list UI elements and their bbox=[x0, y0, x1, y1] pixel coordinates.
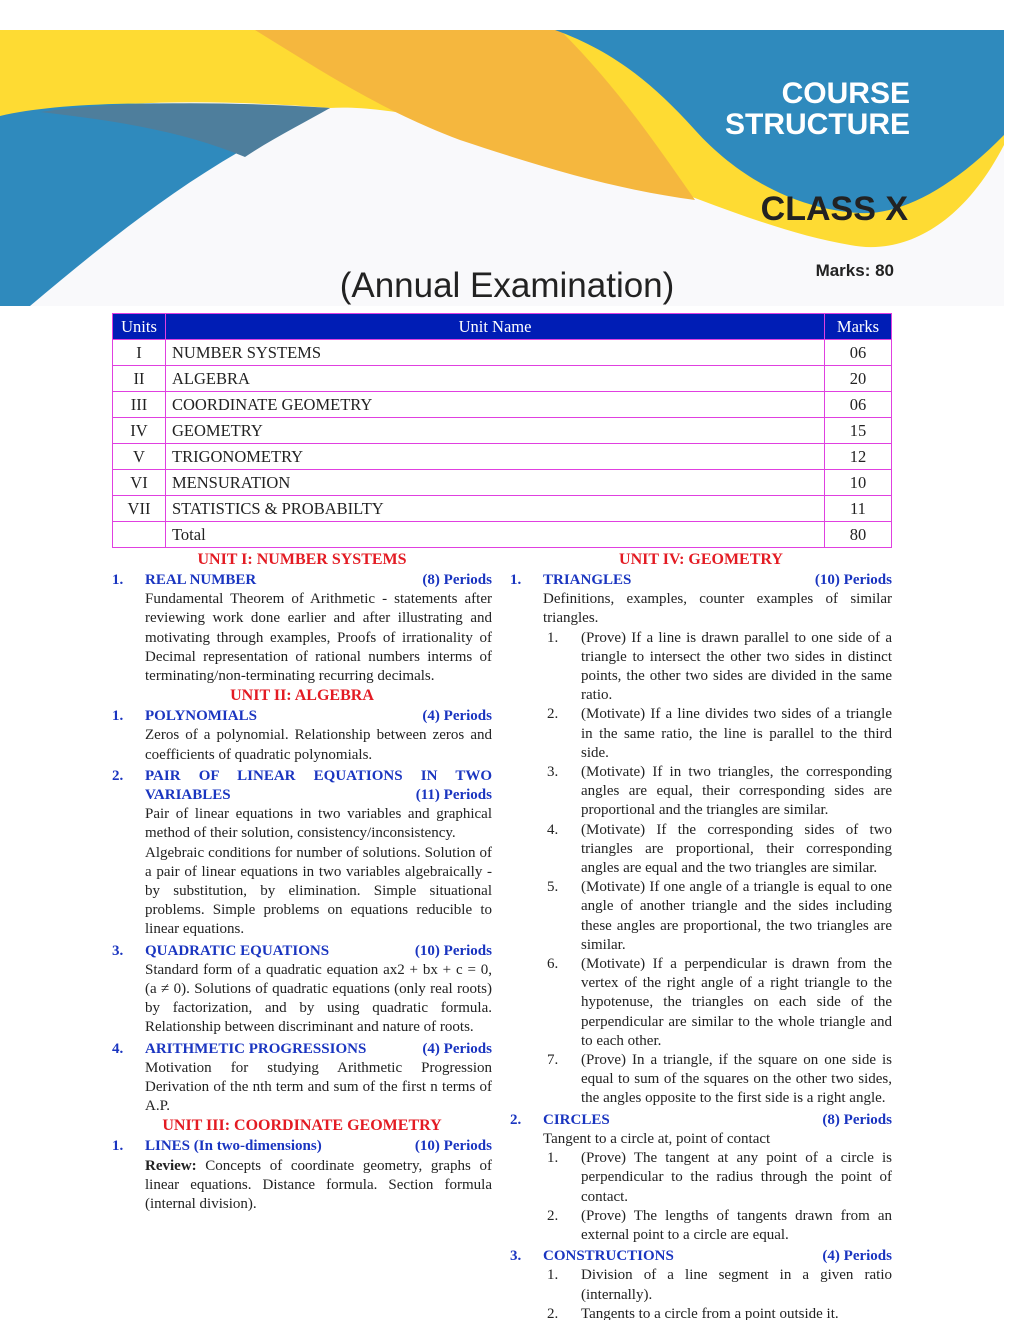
total-marks: Marks: 80 bbox=[815, 261, 894, 280]
sub-item-text: (Prove) If a line is drawn parallel to one side of a triangle to intersect the other two sides in distinct points, the other two sides are divided in the same ratio. bbox=[581, 629, 892, 704]
sub-item-number: 2. bbox=[547, 1207, 559, 1224]
sub-item bbox=[543, 878, 892, 955]
topic-periods: (10) Periods bbox=[814, 572, 892, 588]
unit-name: MENSURATION bbox=[166, 470, 825, 496]
topic-heading bbox=[112, 1040, 492, 1059]
unit-number: II bbox=[113, 366, 166, 392]
topic-title: QUADRATIC EQUATIONS bbox=[145, 942, 330, 959]
topic-heading bbox=[112, 767, 492, 786]
sub-item-text: Tangents to a circle from a point outside it. bbox=[581, 1305, 839, 1320]
sub-item-text: (Prove) The tangent at any point of a circle is perpendicular to the radius through the point of contact. bbox=[581, 1150, 892, 1205]
topic-periods: (8) Periods bbox=[422, 572, 492, 588]
table-row bbox=[113, 392, 892, 418]
table-row bbox=[113, 496, 892, 522]
topic-description: Tangent to a circle at, point of contact bbox=[543, 1130, 771, 1147]
unit-marks: 10 bbox=[825, 470, 892, 496]
topic-number: 1. bbox=[112, 1138, 124, 1155]
structure-line: STRUCTURE bbox=[725, 108, 910, 141]
unit-marks: 06 bbox=[825, 340, 892, 366]
topic-description: Zeros of a polynomial. Relationship between zeros and coefficients of quadratic polynomials. bbox=[145, 727, 492, 763]
topic-heading bbox=[510, 1247, 892, 1266]
table-row bbox=[113, 444, 892, 470]
topic-title-cont: VARIABLES bbox=[145, 787, 231, 804]
unit-number: VII bbox=[113, 496, 166, 522]
construction-items bbox=[510, 1266, 892, 1320]
unit-heading: UNIT I: NUMBER SYSTEMS bbox=[197, 551, 407, 568]
topic-heading-cont bbox=[112, 786, 492, 805]
sub-item bbox=[543, 1266, 892, 1304]
topic-description: Pair of linear equations in two variables and graphical method of their solution, consistency/inconsistency. bbox=[145, 806, 492, 842]
circle-items bbox=[510, 1149, 892, 1245]
topic-number: 1. bbox=[112, 708, 124, 725]
topic-periods: (4) Periods bbox=[422, 1040, 492, 1057]
sub-item-text: (Motivate) If a perpendicular is drawn from the vertex of the right angle of a right triangle to the hypotenuse, the triangles on each side of the perpendicular are similar to the whole triangle and to each other. bbox=[581, 956, 892, 1049]
sub-item-number: 6. bbox=[547, 956, 559, 973]
topic-periods: (10) Periods bbox=[414, 942, 492, 959]
sub-item bbox=[543, 1051, 892, 1109]
course-structure-title bbox=[725, 78, 910, 140]
topic-description: Motivation for studying Arithmetic Progression Derivation of the nth term and sum of the first n terms of A.P. bbox=[145, 1059, 492, 1115]
topic-periods: (4) Periods bbox=[822, 1248, 892, 1265]
topic-title: LINES (In two-dimensions) bbox=[145, 1138, 322, 1155]
sub-item-number: 1. bbox=[547, 1267, 559, 1284]
sub-item-number: 4. bbox=[547, 821, 559, 838]
sub-item-text: (Motivate) If the corresponding sides of two triangles are proportional, their corresponding angles are equal and the two triangles are similar. bbox=[581, 821, 892, 877]
col-unit-name: Unit Name bbox=[166, 314, 825, 340]
topic-number: 4. bbox=[112, 1040, 124, 1057]
unit-number bbox=[113, 522, 166, 548]
topic-number: 1. bbox=[112, 572, 124, 588]
table-row bbox=[113, 522, 892, 548]
unit-number: III bbox=[113, 392, 166, 418]
left-column bbox=[112, 550, 492, 1214]
unit-number: V bbox=[113, 444, 166, 470]
class-title: CLASS X bbox=[760, 190, 908, 228]
unit-number: I bbox=[113, 340, 166, 366]
topic-periods: (10) Periods bbox=[414, 1138, 492, 1155]
topic-description: Standard form of a quadratic equation ax2 + bx + c = 0, (a ≠ 0). Solutions of quadratic equations (only real roots) by factorization, and by using quadratic formula. Relationship between discriminant and nature of roots. bbox=[145, 961, 492, 1036]
sub-item bbox=[543, 1149, 892, 1207]
course-line: COURSE bbox=[781, 77, 910, 110]
unit-name: NUMBER SYSTEMS bbox=[166, 340, 825, 366]
unit-heading: UNIT II: ALGEBRA bbox=[230, 687, 374, 705]
table-row bbox=[113, 366, 892, 392]
sub-item-text: (Prove) The lengths of tangents drawn from an external point to a circle are equal. bbox=[581, 1207, 892, 1243]
unit-heading: UNIT IV: GEOMETRY bbox=[619, 551, 783, 568]
sub-item-number: 7. bbox=[547, 1052, 559, 1069]
topic-description: Definitions, examples, counter examples of similar triangles. bbox=[543, 591, 892, 627]
topic-heading bbox=[112, 942, 492, 961]
col-marks: Marks bbox=[825, 314, 892, 340]
unit-name: ALGEBRA bbox=[166, 366, 825, 392]
sub-item bbox=[543, 705, 892, 763]
right-column bbox=[510, 550, 892, 1320]
sub-item bbox=[543, 1207, 892, 1245]
unit-number: VI bbox=[113, 470, 166, 496]
topic-number: 3. bbox=[510, 1248, 522, 1265]
unit-number: IV bbox=[113, 418, 166, 444]
table-row bbox=[113, 340, 892, 366]
sub-item-number: 2. bbox=[547, 706, 559, 723]
sub-item bbox=[543, 629, 892, 706]
topic-heading bbox=[510, 1111, 892, 1130]
unit-marks: 15 bbox=[825, 418, 892, 444]
unit-heading: UNIT III: COORDINATE GEOMETRY bbox=[162, 1117, 442, 1135]
topic-title: ARITHMETIC PROGRESSIONS bbox=[145, 1040, 367, 1057]
sub-item-text: (Motivate) If a line divides two sides of a triangle in the same ratio, the line is parallel to the third side. bbox=[581, 706, 892, 761]
topic-periods: (4) Periods bbox=[422, 708, 492, 725]
unit-name: TRIGONOMETRY bbox=[166, 444, 825, 470]
table-row bbox=[113, 470, 892, 496]
topic-description: Algebraic conditions for number of solutions. Solution of a pair of linear equations in two variables algebraically - by substitution, by elimination. Simple situational problems. Simple problems on equations reducible to linear equations. bbox=[145, 844, 492, 938]
topic-description bbox=[145, 1157, 492, 1215]
topic-periods: (11) Periods bbox=[415, 787, 492, 804]
unit-marks: 12 bbox=[825, 444, 892, 470]
unit-marks: 11 bbox=[825, 496, 892, 522]
sub-item-text: (Motivate) If in two triangles, the corresponding angles are equal, their corresponding sides are proportional and the triangles are similar. bbox=[581, 764, 892, 819]
sub-item-number: 3. bbox=[547, 764, 559, 781]
unit-marks: 06 bbox=[825, 392, 892, 418]
sub-item bbox=[543, 955, 892, 1051]
col-units: Units bbox=[113, 314, 166, 340]
unit-marks: 80 bbox=[825, 522, 892, 548]
sub-item-number: 2. bbox=[547, 1305, 559, 1320]
sub-item-number: 5. bbox=[547, 879, 559, 896]
topic-number: 3. bbox=[112, 942, 124, 959]
topic-title: CONSTRUCTIONS bbox=[543, 1248, 674, 1265]
sub-item bbox=[543, 1305, 892, 1320]
topic-title: CIRCLES bbox=[543, 1111, 610, 1128]
topic-heading bbox=[112, 1137, 492, 1156]
unit-name: GEOMETRY bbox=[166, 418, 825, 444]
unit-name: STATISTICS & PROBABILTY bbox=[166, 496, 825, 522]
topic-number: 2. bbox=[112, 767, 124, 784]
topic-title: REAL NUMBER bbox=[145, 572, 257, 588]
review-label: Review: bbox=[145, 1157, 197, 1174]
review-text: Concepts of coordinate geometry, graphs of linear equations. Distance formula. Section formula (internal division). bbox=[145, 1157, 493, 1213]
table-header-row bbox=[113, 314, 892, 340]
sub-item-text: Division of a line segment in a given ratio (internally). bbox=[581, 1267, 892, 1303]
table-row bbox=[113, 418, 892, 444]
topic-title: TRIANGLES bbox=[543, 572, 632, 588]
exam-title: (Annual Examination) bbox=[339, 266, 675, 305]
unit-marks: 20 bbox=[825, 366, 892, 392]
topic-description: Fundamental Theorem of Arithmetic - statements after reviewing work done earlier and after illustrating and motivating through examples, Proofs of irrationality of Decimal representation of rational numbers interms of terminating/non-terminating recurring decimals. bbox=[145, 591, 492, 685]
units-table bbox=[112, 313, 892, 548]
topic-number: 2. bbox=[510, 1111, 522, 1128]
sub-item bbox=[543, 763, 892, 821]
unit-name: COORDINATE GEOMETRY bbox=[166, 392, 825, 418]
topic-number: 1. bbox=[510, 572, 522, 588]
sub-item-text: (Prove) In a triangle, if the square on one side is equal to sum of the squares on the other two sides, the angles opposite to the first side is a right angle. bbox=[581, 1052, 892, 1107]
sub-item-number: 1. bbox=[547, 629, 559, 646]
topic-heading bbox=[510, 571, 892, 590]
sub-item-number: 1. bbox=[547, 1150, 559, 1167]
topic-heading bbox=[112, 707, 492, 726]
topic-periods: (8) Periods bbox=[822, 1111, 892, 1128]
topic-title: POLYNOMIALS bbox=[145, 708, 257, 725]
topic-title: PAIR OF LINEAR EQUATIONS IN TWO bbox=[145, 767, 492, 784]
sub-item bbox=[543, 821, 892, 879]
topic-heading bbox=[112, 571, 492, 590]
sub-item-text: (Motivate) If one angle of a triangle is equal to one angle of another triangle and the sides including these angles are proportional, the two triangles are similar. bbox=[581, 879, 892, 953]
unit-name: Total bbox=[166, 522, 825, 548]
triangle-items bbox=[510, 629, 892, 1109]
